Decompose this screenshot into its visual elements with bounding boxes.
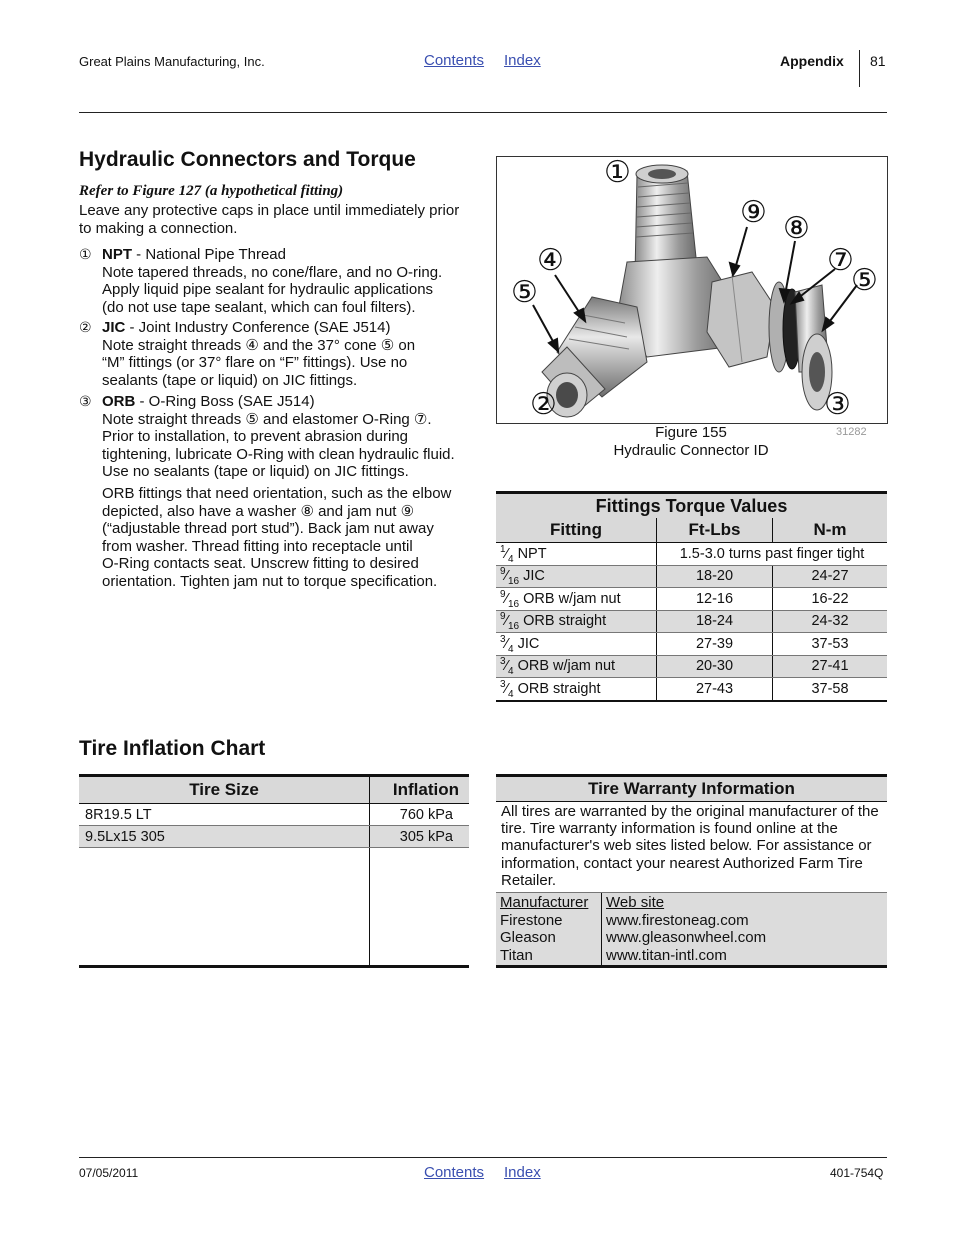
callout-9: ⑨: [740, 196, 767, 229]
website-url: www.firestoneag.com: [606, 911, 749, 929]
page-number: 81: [870, 53, 886, 69]
column-header: N-m: [773, 518, 888, 543]
note-line: depicted, also have a washer ⑧ and jam nut ⑨: [102, 502, 415, 520]
section-title: Appendix: [780, 53, 844, 69]
figure-caption: [496, 424, 886, 460]
manufacturer-name: Gleason: [500, 929, 556, 947]
ftlbs-cell: 27-43: [657, 678, 773, 701]
callout-1: ①: [604, 156, 631, 189]
orb-orientation-note: [79, 485, 474, 590]
intro-text: Leave any protective caps in place until immediately prior to making a connection.: [79, 202, 460, 237]
item-term: NPT: [102, 246, 132, 263]
item-line: - National Pipe Thread: [132, 246, 286, 263]
callout-3: ③: [824, 388, 851, 421]
table-row: [496, 678, 887, 701]
list-item-jic: [79, 319, 474, 389]
hydraulic-title: Hydraulic Connectors and Torque: [79, 148, 416, 171]
table-row: [496, 588, 887, 611]
figure-title: Hydraulic Connector ID: [613, 442, 769, 459]
footer-contents-link[interactable]: Contents: [424, 1164, 485, 1181]
fitting-cell: $^9⁄_{16}$ JIC: [496, 565, 657, 588]
inflation-cell: 305 kPa: [370, 826, 470, 848]
footer-rule: [79, 1157, 887, 1158]
note-line: orientation. Tighten jam nut to torque specification.: [102, 572, 438, 590]
nm-cell: 24-32: [773, 610, 888, 633]
ftlbs-cell: 27-39: [657, 633, 773, 656]
website-url: www.titan-intl.com: [606, 946, 727, 964]
column-header: Fitting: [496, 518, 657, 543]
tire-inflation-table: [79, 774, 469, 968]
footer-index-link[interactable]: Index: [504, 1164, 541, 1181]
inflation-cell: 760 kPa: [370, 804, 470, 826]
ftlbs-cell: 20-30: [657, 655, 773, 678]
table-row: [496, 610, 887, 633]
callout-5-left: ⑤: [511, 276, 538, 309]
item-line: - Joint Industry Conference (SAE J514): [125, 319, 391, 336]
ftlbs-cell: 12-16: [657, 588, 773, 611]
fitting-cell: $^9⁄_{16}$ ORB w/jam nut: [496, 588, 657, 611]
manufacturer-column: [496, 893, 602, 967]
manufacturer-name: Titan: [500, 946, 533, 964]
hydraulic-connector-figure: [496, 156, 888, 424]
tire-size-cell: 8R19.5 LT: [79, 804, 370, 826]
company-name: Great Plains Manufacturing, Inc.: [79, 54, 265, 69]
list-item-orb: [79, 393, 474, 481]
table-row: [496, 565, 887, 588]
item-number: ②: [79, 319, 92, 335]
callout-5-right: ⑤: [851, 264, 878, 297]
item-line: Use no sealants (tape or liquid) on JIC fittings.: [102, 463, 409, 480]
fittings-torque-table: [496, 491, 887, 702]
ftlbs-cell: 18-20: [657, 565, 773, 588]
refer-note: Refer to Figure 127 (a hypothetical fitting): [79, 183, 344, 199]
website-column: [602, 893, 888, 967]
callout-7: ⑦: [827, 244, 854, 277]
tire-warranty-box: [496, 774, 887, 968]
connector-illustration: [497, 157, 887, 423]
item-line: Prior to installation, to prevent abrasion during: [102, 428, 409, 445]
contents-link[interactable]: Contents: [424, 52, 485, 69]
table-title: Fittings Torque Values: [496, 493, 887, 519]
item-line: Note straight threads ⑤ and elastomer O-Ring ⑦.: [102, 410, 432, 428]
website-header: Web site: [606, 894, 665, 912]
note-line: from washer. Thread fitting into receptacle until: [102, 537, 413, 555]
header-divider: [859, 50, 860, 87]
manufacturer-name: Firestone: [500, 911, 563, 929]
nm-cell: 37-58: [773, 678, 888, 701]
note-line: ORB fittings that need orientation, such as the elbow: [102, 485, 452, 502]
item-line: Apply liquid pipe sealant for hydraulic applications: [102, 281, 434, 298]
figure-number: Figure 155: [655, 424, 727, 441]
callout-2: ②: [530, 388, 557, 421]
table-row: [79, 826, 469, 848]
header-rule: [79, 112, 887, 113]
column-header: Ft-Lbs: [657, 518, 773, 543]
item-line: sealants (tape or liquid) on JIC fittings.: [102, 371, 358, 389]
manufacturer-table: [496, 893, 887, 968]
footer-doc-number: 401-754Q: [830, 1166, 884, 1180]
callout-8: ⑧: [783, 212, 810, 245]
item-number: ③: [79, 393, 92, 409]
ftlbs-cell: 18-24: [657, 610, 773, 633]
item-term: ORB: [102, 393, 136, 410]
table-row: [496, 655, 887, 678]
empty-cell: [79, 848, 370, 967]
fitting-cell: $^3⁄_4$ ORB w/jam nut: [496, 655, 657, 678]
column-header: Inflation: [370, 776, 470, 804]
manufacturer-header: Manufacturer: [500, 894, 589, 912]
empty-cell: [370, 848, 470, 967]
fitting-cell: $^3⁄_4$ ORB straight: [496, 678, 657, 701]
table-row: [496, 633, 887, 656]
note-line: O-Ring contacts seat. Unscrew fitting to desired: [102, 555, 419, 572]
index-link[interactable]: Index: [504, 52, 541, 69]
item-number: ①: [79, 246, 92, 262]
item-line: “M” fittings (or 37° flare on “F” fittings). Use no: [102, 354, 408, 371]
table-row: [79, 848, 469, 967]
list-item-npt: [79, 246, 474, 316]
column-header: Tire Size: [79, 776, 370, 804]
callout-4: ④: [537, 244, 564, 277]
note-line: (“adjustable thread port stud”). Back jam nut away: [102, 520, 434, 537]
fitting-cell: $^1⁄_4$ NPT: [496, 543, 657, 566]
footer-date: 07/05/2011: [79, 1166, 139, 1180]
item-term: JIC: [102, 319, 126, 336]
nm-cell: 37-53: [773, 633, 888, 656]
fitting-cell: $^3⁄_4$ JIC: [496, 633, 657, 656]
website-url: www.gleasonwheel.com: [606, 929, 767, 947]
table-row: [496, 543, 887, 566]
item-line: - O-Ring Boss (SAE J514): [135, 393, 315, 410]
nm-cell: 24-27: [773, 565, 888, 588]
tire-size-cell: 9.5Lx15 305: [79, 826, 370, 848]
tire-inflation-title: Tire Inflation Chart: [79, 737, 266, 760]
item-line: (do not use tape sealant, which can foul filters).: [102, 298, 416, 316]
nm-cell: 27-41: [773, 655, 888, 678]
item-line: Note tapered threads, no cone/flare, and no O-ring.: [102, 263, 443, 281]
item-line: Note straight threads ④ and the 37° cone ⑤ on: [102, 336, 416, 354]
torque-cell: 1.5-3.0 turns past finger tight: [657, 543, 888, 566]
fitting-cell: $^9⁄_{16}$ ORB straight: [496, 610, 657, 633]
table-row: [79, 804, 469, 826]
item-line: tightening, lubricate O-Ring with clean hydraulic fluid.: [102, 445, 455, 463]
nm-cell: 16-22: [773, 588, 888, 611]
warranty-title: Tire Warranty Information: [496, 774, 887, 802]
warranty-body: All tires are warranted by the original manufacturer of the tire. Tire warranty information is found online at the manufacturer's web sites listed below. For assistance or information, contact your nearest Authorized Farm Tire Retailer.: [496, 802, 887, 893]
figure-id: 31282: [836, 426, 867, 438]
